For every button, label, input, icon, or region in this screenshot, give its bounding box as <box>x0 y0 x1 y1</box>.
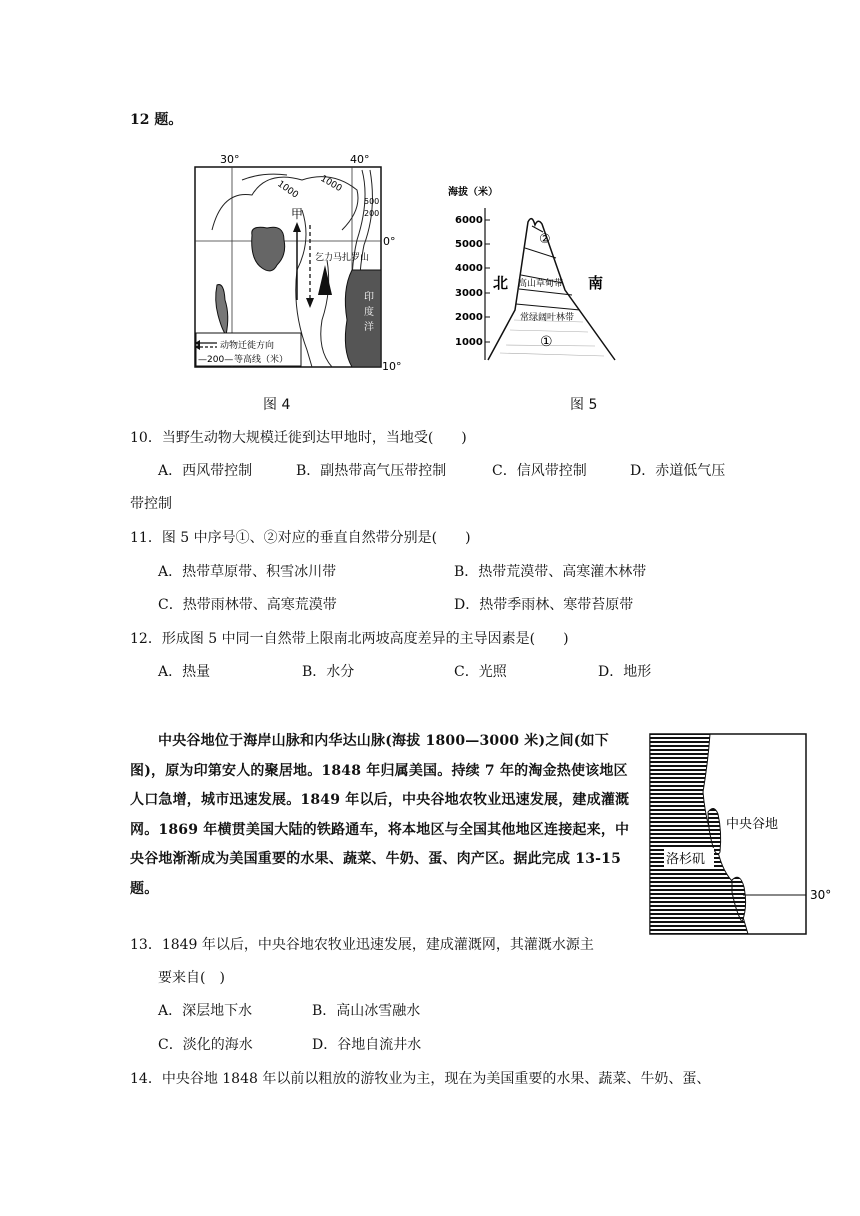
ocean-char-2: 度 <box>364 307 374 318</box>
q14-stem: 14．中央谷地 1848 年以前以粗放的游牧业为主，现在为美国重要的水果、蔬菜、牛奶、蛋、 <box>130 1071 711 1087</box>
figure-5-profile <box>440 180 690 375</box>
fig5-band-evergreen: 常绿阔叶林带 <box>520 313 575 323</box>
contour-1000b-label: 1000 <box>318 173 344 195</box>
q10-option-a[interactable]: A．西风带控制 <box>158 463 253 479</box>
q12-stem: 12．形成图 5 中同一自然带上限南北两坡高度差异的主导因素是( ) <box>130 631 569 647</box>
los-angeles-label: 洛杉矶 <box>666 852 706 867</box>
fig5-ylabel: 海拔（米） <box>448 187 498 198</box>
q10-option-c[interactable]: C．信风带控制 <box>492 463 587 479</box>
svg-text:—200—: —200— <box>198 355 234 365</box>
fig5-south: 南 <box>588 274 604 292</box>
q11-option-d[interactable]: D．热带季雨林、寒带苔原带 <box>454 597 634 613</box>
q11-option-a[interactable]: A．热带草原带、积雪冰川带 <box>158 564 337 580</box>
contour-1000a-label: 1000 <box>275 179 300 201</box>
header-line: 12 题。 <box>130 112 183 128</box>
jia-label: 甲 <box>291 207 304 221</box>
q13-option-c[interactable]: C．淡化的海水 <box>158 1037 253 1053</box>
fig4-caption: 图 4 <box>263 397 291 413</box>
q12-option-d[interactable]: D．地形 <box>598 664 652 680</box>
ocean-char-1: 印 <box>364 292 374 303</box>
ytick-1000: 1000 <box>455 337 483 348</box>
q11-option-c[interactable]: C．热带雨林带、高寒荒漠带 <box>158 597 337 613</box>
legend-migration-label: 动物迁徙方向 <box>220 341 275 351</box>
q10-option-d-cont: 带控制 <box>130 496 172 512</box>
lat-0-label: 0° <box>383 235 396 248</box>
q13-option-d[interactable]: D．谷地自流井水 <box>312 1037 422 1053</box>
lon-40-label: 40° <box>350 153 370 166</box>
q10-stem: 10．当野生动物大规模迁徙到达甲地时，当地受( ) <box>130 430 467 446</box>
q10-option-d[interactable]: D．赤道低气压 <box>630 463 726 479</box>
passage-text: 中央谷地位于海岸山脉和内华达山脉(海拔 1800—3000 米)之间(如下图)，原为印第安人的聚居地。1848 年归属美国。持续 7 年的淘金热使该地区人口急增，城市迅速发展。1849 年以后，中央谷地农牧业迅速发展，建成灌溉网。1869 年横贯美国大陆的铁路通车，将本地区与全国其他地区连接起来，中央谷地渐渐成为美国重要的水果、蔬菜、牛奶、蛋、肉产区。据此完成 13-15 题。 <box>130 733 630 897</box>
q10-option-b[interactable]: B．副热带高气压带控制 <box>296 463 447 479</box>
kilimanjaro-label: 乞力马扎罗山 <box>315 253 370 263</box>
lon-30-label: 30° <box>220 153 240 166</box>
central-valley-label: 中央谷地 <box>726 817 779 832</box>
figure-4-map <box>192 150 402 375</box>
ytick-6000: 6000 <box>455 215 483 226</box>
q13-stem-line2: 要来自( ) <box>158 970 225 986</box>
lat-10-label: 10° <box>382 360 402 373</box>
q12-option-b[interactable]: B．水分 <box>302 664 355 680</box>
q12-option-a[interactable]: A．热量 <box>158 664 211 680</box>
q13-option-a[interactable]: A．深层地下水 <box>158 1003 253 1019</box>
q13-option-b[interactable]: B．高山冰雪融水 <box>312 1003 421 1019</box>
legend-contour-sample: 200 <box>207 355 225 365</box>
ytick-3000: 3000 <box>455 288 483 299</box>
lat-30-label: 30° <box>810 888 832 902</box>
contour-500-label: 500 <box>364 197 380 206</box>
fig5-mark-1: ① <box>540 334 553 350</box>
q11-stem: 11．图 5 中序号①、②对应的垂直自然带分别是( ) <box>130 530 471 546</box>
ytick-5000: 5000 <box>455 239 483 250</box>
fig5-north: 北 <box>493 274 509 292</box>
fig5-caption: 图 5 <box>570 397 598 413</box>
q12-option-c[interactable]: C．光照 <box>454 664 507 680</box>
q13-stem-line1: 13．1849 年以后，中央谷地农牧业迅速发展，建成灌溉网，其灌溉水源主 <box>130 937 594 953</box>
fig5-band-meadow: 高山草甸带 <box>518 279 564 289</box>
contour-200-label: 200 <box>364 209 380 218</box>
ytick-2000: 2000 <box>455 312 483 323</box>
legend-contour-label: 等高线（米） <box>234 355 289 365</box>
ytick-4000: 4000 <box>455 263 483 274</box>
q11-option-b[interactable]: B．热带荒漠带、高寒灌木林带 <box>454 564 647 580</box>
fig5-mark-2: ② <box>539 232 551 247</box>
central-valley-map <box>648 732 858 937</box>
ocean-char-3: 洋 <box>364 322 374 333</box>
